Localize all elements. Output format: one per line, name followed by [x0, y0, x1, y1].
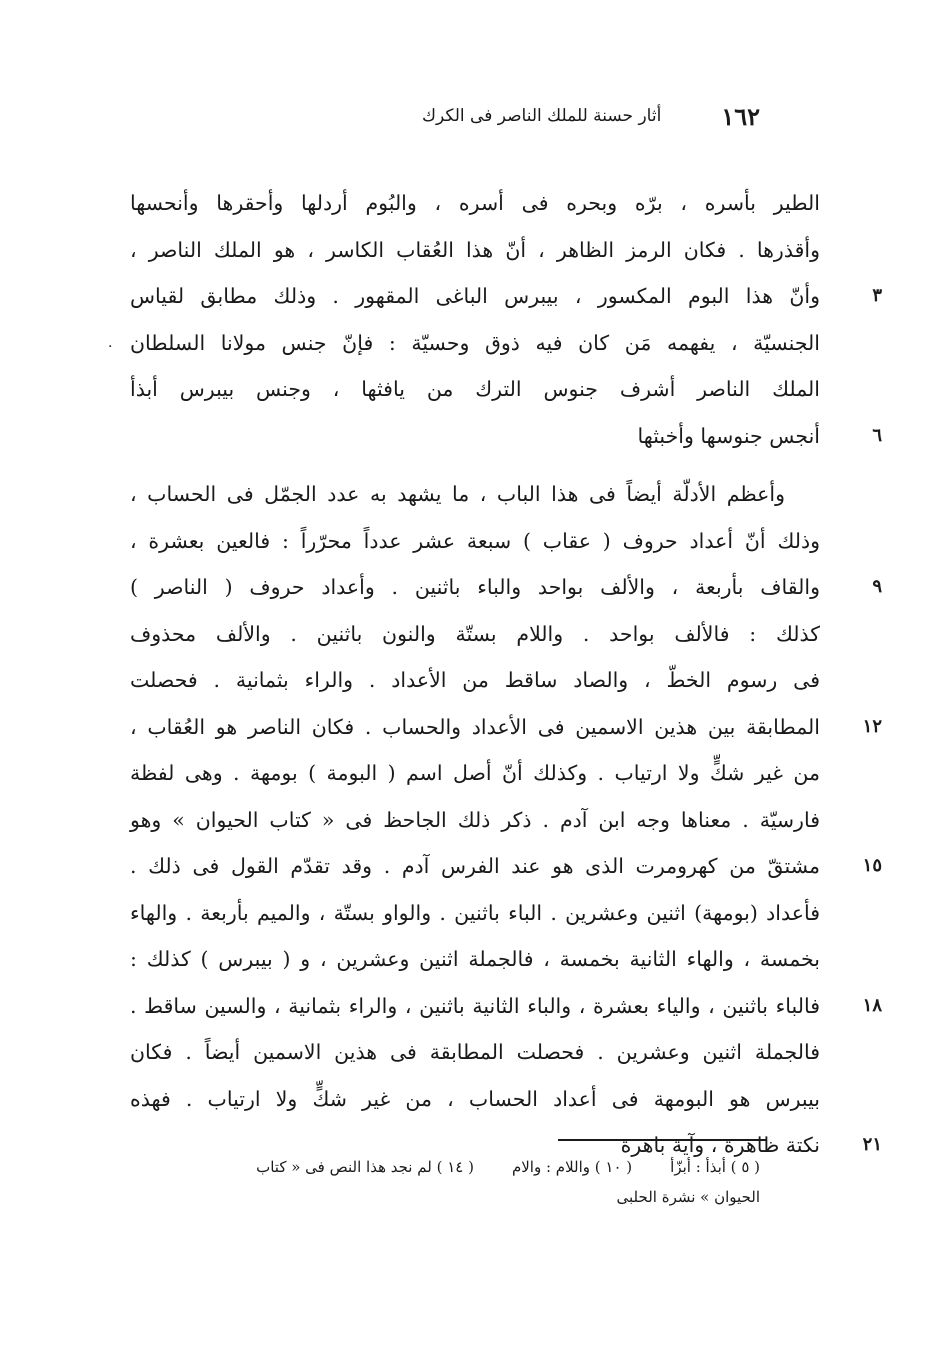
line-number: ٩ — [872, 576, 882, 597]
line-text: والقاف بأربعة ، والألف بواحد والباء باثنين . وأعداد حروف ( الناصر ) — [130, 575, 820, 599]
body-text — [108, 180, 882, 1169]
text-line — [130, 983, 882, 1030]
text-line: وأقذرها . فكان الرمز الظاهر ، أنّ هذا العُقاب الكاسر ، هو الملك الناصر ، — [130, 237, 820, 262]
page-header — [300, 96, 760, 136]
line-number: ١٥ — [862, 855, 882, 876]
line-text: نكتة ظاهرة ، وآية باهرة — [620, 1133, 820, 1157]
text-line: وأعظم الأدلّة أيضاً فى هذا الباب ، ما يشهد به عدد الجمّل فى الحساب ، — [130, 482, 785, 506]
text-line — [130, 564, 882, 611]
text-line: فالجملة اثنين وعشرين . فحصلت المطابقة فى هذين الاسمين أيضاً . فكان — [130, 1040, 820, 1064]
line-number: ٢١ — [862, 1134, 882, 1155]
text-line — [130, 273, 882, 320]
line-number: ٦ — [872, 424, 882, 446]
text-line: كذلك : فالألف بواحد . واللام بستّة والنون باثنين . والألف محذوف — [130, 621, 820, 646]
running-title: أثار حسنة للملك الناصر فى الكرك — [421, 106, 662, 126]
text-line — [130, 843, 882, 890]
text-line: بخمسة ، والهاء الثانية بخمسة ، فالجملة اثنين وعشرين ، و ( بيبرس ) كذلك : — [130, 947, 820, 971]
text-line: من غير شكٍّ ولا ارتياب . وكذلك أنّ أصل اسم ( البومة ) بومهة . وهى لفظة — [130, 761, 820, 785]
footnote-divider — [558, 1139, 766, 1141]
line-text: فالباء باثنين ، والياء بعشرة ، والباء الثانية باثنين ، والراء بثمانية ، والسين ساقط . — [130, 993, 820, 1018]
text-line — [130, 704, 882, 751]
footnote: ( ١٤ ) لم نجد هذا النص فى « كتاب — [256, 1158, 474, 1176]
footnote-continuation: الحيوان » نشرة الحلبى — [616, 1188, 760, 1206]
text-line: وذلك أنّ أعداد حروف ( عقاب ) سبعة عشر عدداً محرّراً : فالعين بعشرة ، — [130, 528, 820, 553]
line-number: ٣ — [872, 285, 882, 306]
text-line: الملك الناصر أشرف جنوس الترك من يافثها ، وجنس بيبرس أبذأ — [130, 377, 820, 401]
text-line — [108, 320, 820, 367]
stray-mark: . — [108, 334, 113, 351]
text-line: بيبرس هو البومهة فى أعداد الحساب ، من غير شكٍّ ولا ارتياب . فهذه — [130, 1086, 820, 1111]
page-number: ١٦٢ — [721, 101, 760, 131]
line-text: المطابقة بين هذين الاسمين فى الأعداد والحساب . فكان الناصر هو العُقاب ، — [130, 714, 820, 739]
line-text: وأنّ هذا البوم المكسور ، بيبرس الباغى المقهور . وذلك مطابق لقياس — [130, 284, 820, 308]
footnotes — [120, 1152, 760, 1212]
text-line: فارسيّة . معناها وجه ابن آدم . ذكر ذلك الجاحظ فى « كتاب الحيوان » وهو — [130, 807, 820, 832]
line-text: الجنسيّة ، يفهمه مَن كان فيه ذوق وحسيّة : فإنّ جنس مولانا السلطان — [130, 330, 820, 355]
line-number: ١٨ — [862, 994, 882, 1016]
line-text: مشتقّ من كهرومرت الذى هو عند الفرس آدم . وقد تقدّم القول فى ذلك . — [130, 854, 820, 878]
footnote: ( ١٠ ) واللام : والام — [511, 1158, 633, 1176]
text-line — [130, 413, 882, 460]
text-line: الطير بأسره ، برّه وبحره فى أسره ، والبُوم أردلها وأحقرها وأنحسها — [130, 191, 820, 215]
text-line: فى رسوم الخطّ ، والصاد ساقط من الأعداد . والراء بثمانية . فحصلت — [130, 668, 820, 692]
footnote: ( ٥ ) أبذأ : أبزّأ — [670, 1158, 760, 1176]
footnote-row — [120, 1152, 760, 1182]
text-line: فأعداد (بومهة) اثنين وعشرين . الباء باثنين . والواو بستّة ، والميم بأربعة . والهاء — [130, 900, 820, 925]
footnote-row — [120, 1182, 760, 1212]
line-text: أنجس جنوسها وأخبثها — [637, 423, 820, 448]
line-number: ١٢ — [862, 715, 882, 737]
